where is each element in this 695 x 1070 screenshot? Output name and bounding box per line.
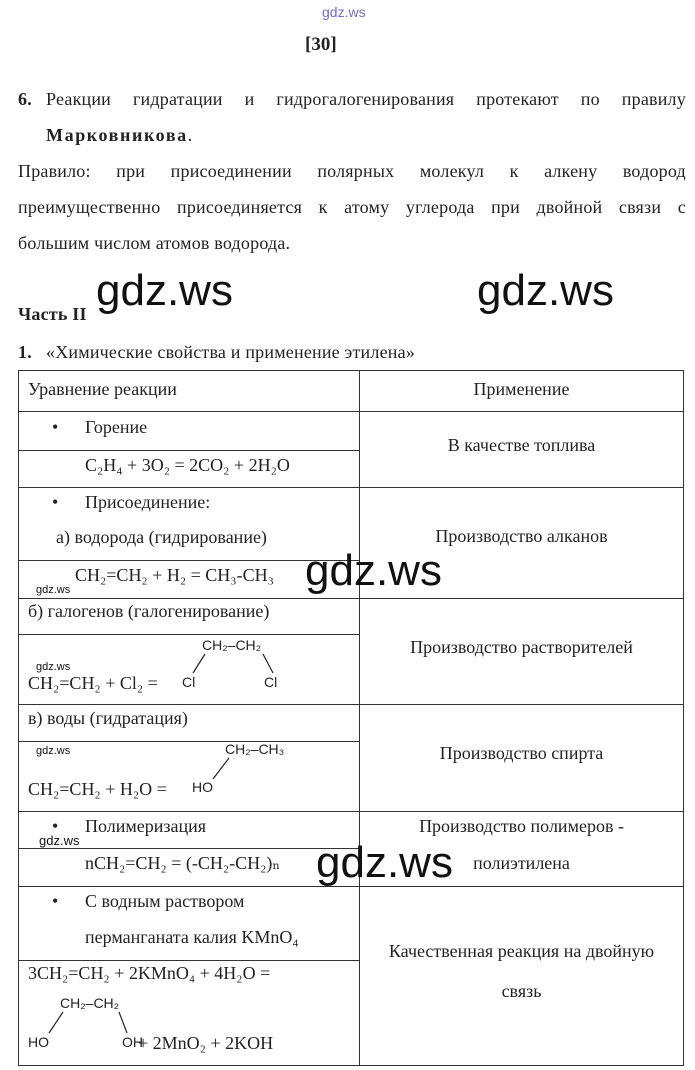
- header-application: Применение: [473, 379, 570, 399]
- permanganate-application-line1: Качественная реакция на двойную: [388, 941, 655, 961]
- polymerization-label: Полимеризация: [85, 816, 207, 836]
- word: атому: [344, 197, 390, 217]
- word: правилу: [621, 89, 686, 109]
- part-heading: Часть II: [18, 304, 87, 324]
- combustion-application: В качестве топлива: [447, 435, 596, 455]
- word: присоединении: [170, 161, 292, 181]
- combustion-label: Горение: [85, 417, 148, 437]
- top-watermark: gdz.ws: [322, 4, 366, 20]
- hydrogenation-application: Производство алканов: [435, 526, 608, 546]
- task-number: 1.: [18, 342, 32, 362]
- permanganate-application-line2: связь: [501, 981, 542, 1001]
- word: с: [677, 197, 686, 217]
- halogenation-label: б) галогенов (галогенирование): [28, 601, 270, 621]
- bullet: •: [52, 417, 59, 437]
- row-divider: [19, 450, 359, 451]
- row-divider: [19, 811, 683, 812]
- word: двойной: [536, 197, 603, 217]
- word: преимущественно: [18, 197, 161, 217]
- rule-line1: [18, 161, 686, 182]
- polymerization-equation: nCH₂=CH₂ = (-CH₂-CH₂)ₙ: [85, 853, 281, 873]
- rule-line2: [18, 197, 686, 218]
- page-number: [30]: [305, 34, 337, 55]
- rule-name-line: [46, 125, 192, 146]
- permanganate-equation: 3CH₂=CH₂ + 2KMnO₄ + 4H₂O =: [28, 963, 271, 983]
- small-watermark: gdz.ws: [36, 584, 71, 596]
- word: алкену: [544, 161, 598, 181]
- word: углерода: [405, 197, 475, 217]
- bullet: •: [52, 492, 59, 512]
- struct-top: CH₂–CH₂: [202, 637, 262, 653]
- bullet: •: [52, 816, 59, 836]
- struct-left: HO: [28, 1034, 49, 1050]
- ethylene-glycol-structure: [23, 993, 143, 1055]
- bond: [119, 1012, 127, 1033]
- row-divider: [19, 598, 683, 599]
- word: при: [491, 197, 520, 217]
- bond: [263, 654, 273, 673]
- hydrogenation-equation: CH₂=CH₂ + H₂ = CH₃-CH₃: [75, 565, 274, 585]
- row-divider: [19, 704, 683, 705]
- halogenation-equation: CH₂=CH₂ + Cl₂ =: [28, 673, 158, 693]
- small-watermark: gdz.ws: [36, 661, 71, 673]
- row-divider: [19, 411, 683, 412]
- word: связи: [618, 197, 662, 217]
- rule-line3: большим числом атомов водорода.: [18, 233, 291, 253]
- word: к: [509, 161, 519, 181]
- polymerization-application-line2: полиэтилена: [473, 853, 570, 873]
- small-watermark: gdz.ws: [36, 745, 71, 757]
- permanganate-products: + 2MnO₂ + 2KOH: [138, 1033, 274, 1053]
- rule-name: Марковникова: [46, 125, 188, 145]
- task-title: «Химические свойства и применение этилена»: [46, 342, 415, 362]
- watermark: gdz.ws: [96, 266, 233, 315]
- word: водород: [622, 161, 686, 181]
- row-divider: [19, 487, 683, 488]
- bond: [49, 1012, 63, 1033]
- bond: [193, 654, 205, 673]
- hydration-application: Производство спирта: [439, 743, 604, 763]
- hydration-equation: CH₂=CH₂ + H₂O =: [28, 779, 167, 799]
- struct-right: OH: [122, 1034, 143, 1050]
- header-equation: Уравнение реакции: [28, 379, 177, 399]
- word: полярных: [317, 161, 395, 181]
- small-watermark: gdz.ws: [39, 833, 80, 848]
- struct-left: HO: [192, 779, 213, 795]
- struct-right: Cl: [264, 674, 278, 690]
- struct-top: CH₂–CH₃: [225, 741, 285, 757]
- watermark: gdz.ws: [305, 546, 442, 595]
- item-number: 6.: [18, 89, 32, 109]
- watermark: gdz.ws: [477, 266, 614, 315]
- combustion-equation: C₂H₄ + 3O₂ = 2CO₂ + 2H₂O: [85, 455, 290, 475]
- reactions-table: [18, 370, 684, 1066]
- word: Реакции: [46, 89, 112, 109]
- struct-left: Cl: [182, 674, 196, 690]
- word: гидрогалогенирования: [276, 89, 455, 109]
- hydration-label: в) воды (гидратация): [28, 708, 188, 728]
- watermark: gdz.ws: [316, 838, 453, 887]
- struct-top: CH₂–CH₂: [60, 995, 120, 1011]
- hydrogenation-label: а) водорода (гидрирование): [56, 527, 267, 547]
- addition-label: Присоединение:: [85, 492, 211, 512]
- word: и: [244, 89, 255, 109]
- row-divider: [19, 960, 359, 961]
- bullet: •: [52, 891, 59, 911]
- permanganate-label-line1: С водным раствором: [85, 891, 245, 911]
- row-divider: [19, 848, 359, 849]
- word: протекают: [476, 89, 559, 109]
- word: гидратации: [132, 89, 223, 109]
- word: молекул: [419, 161, 485, 181]
- word: при: [116, 161, 146, 181]
- polymerization-application-line1: Производство полимеров -: [419, 816, 624, 836]
- permanganate-label-line2: перманганата калия KMnO₄: [85, 927, 299, 947]
- word: к: [318, 197, 328, 217]
- word: по: [580, 89, 600, 109]
- word: присоединяется: [177, 197, 303, 217]
- item6-line1: [46, 89, 686, 110]
- bond: [213, 758, 229, 779]
- dichloroethane-structure: [177, 635, 297, 697]
- ethanol-structure: [189, 739, 309, 801]
- rule-name-end: .: [187, 125, 193, 145]
- word: Правило:: [18, 161, 91, 181]
- halogenation-application: Производство растворителей: [410, 637, 633, 657]
